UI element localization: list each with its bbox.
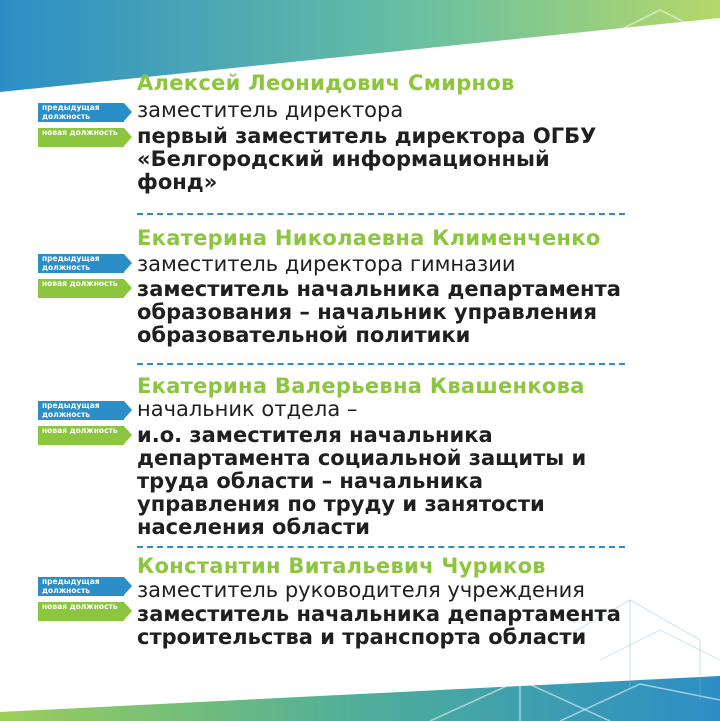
- new-position: заместитель начальника департамента образования – начальник управления образовательной политики: [137, 277, 621, 347]
- new-position: и.о. заместителя начальника департамента социальной защиты и труда области – начальника управления по труду и занятости населения области: [137, 423, 587, 539]
- dashed-divider: [137, 213, 625, 215]
- person-name: Екатерина Валерьевна Квашенкова: [137, 374, 585, 398]
- previous-position-tag: предыдущая должность: [38, 401, 124, 420]
- previous-position: заместитель директора: [137, 98, 404, 122]
- dashed-divider: [137, 546, 625, 548]
- previous-position: заместитель директора гимназии: [137, 252, 516, 276]
- new-position-tag: новая должность: [38, 426, 124, 445]
- new-position-tag: новая должность: [38, 279, 124, 298]
- person-name: Алексей Леонидович Смирнов: [137, 71, 515, 95]
- new-position: заместитель начальника департамента строительства и транспорта области: [137, 602, 621, 649]
- person-name: Константин Витальевич Чуриков: [137, 554, 546, 578]
- previous-position: начальник отдела –: [137, 397, 358, 421]
- person-name: Екатерина Николаевна Клименченко: [137, 226, 601, 250]
- previous-position: заместитель руководителя учреждения: [137, 578, 585, 602]
- new-position: первый заместитель директора ОГБУ «Белгородский информационный фонд»: [137, 124, 597, 194]
- dashed-divider: [137, 363, 625, 365]
- previous-position-tag: предыдущая должность: [38, 577, 124, 596]
- previous-position-tag: предыдущая должность: [38, 103, 124, 122]
- new-position-tag: новая должность: [38, 602, 124, 621]
- previous-position-tag: предыдущая должность: [38, 254, 124, 273]
- new-position-tag: новая должность: [38, 128, 124, 147]
